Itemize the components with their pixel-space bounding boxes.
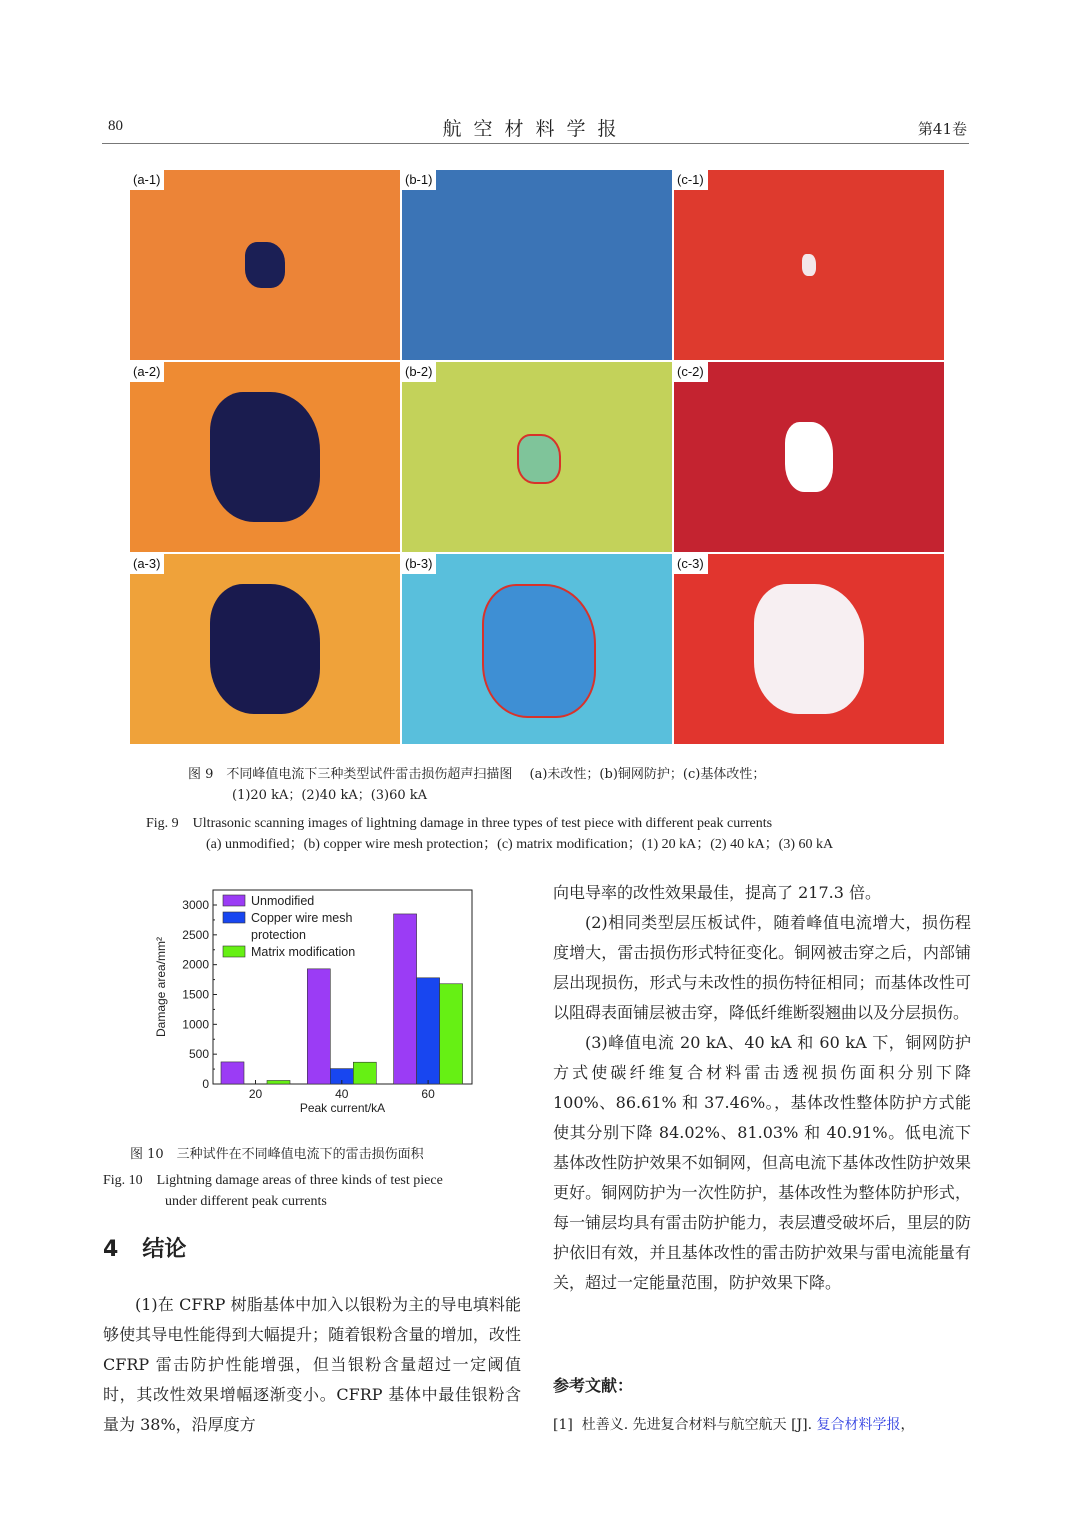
panel-label: (b-2) bbox=[402, 362, 436, 382]
ultrasonic-scan-panel bbox=[674, 362, 944, 552]
damage-region bbox=[517, 434, 561, 484]
x-axis-label: Peak current/kA bbox=[299, 1101, 386, 1115]
legend-label: Copper wire mesh bbox=[251, 911, 353, 925]
journal-title: 航空材料学报 bbox=[442, 118, 629, 140]
reference-index: [1] bbox=[553, 1417, 573, 1433]
figure-9-caption-en-line2: (a) unmodified；(b) copper wire mesh protection；(c) matrix modification；(1) 20 kA；(2) 40 kA；(3) 60 kA bbox=[206, 837, 834, 852]
reference-text: 杜善义. 先进复合材料与航空航天 [J]. bbox=[581, 1417, 817, 1433]
panel-label: (a-3) bbox=[130, 554, 164, 574]
conclusion-paragraph-1-continued: 向电导率的改性效果最佳，提高了 217.3 倍。 bbox=[553, 883, 881, 902]
ultrasonic-scan-panel bbox=[130, 170, 400, 360]
ultrasonic-scan-panel bbox=[130, 362, 400, 552]
figure-10-caption-en-line2: under different peak currents bbox=[165, 1194, 327, 1209]
conclusion-paragraph-3: (3)峰值电流 20 kA、40 kA 和 60 kA 下，铜网防护方式使碳纤维复合材料雷击透视损伤面积分别下降 100%、86.61% 和 37.46%。，基体改性整体防护方式能使其分别下降 84.02%、81.03% 和 40.91%。低电流下基体改性防护效果不如铜网，但高电流下基体改性防护效果更好。铜网防护为一次性防护，基体改性为整体防护形式，每一铺层均具有雷击防护能力，表层遭受破坏后，里层的防护依旧有效，并且基体改性的雷击防护效果与雷电流能量有关，超过一定能量范围，防护效果下降。 bbox=[553, 1033, 971, 1292]
ultrasonic-scan-panel bbox=[402, 554, 672, 744]
volume-label: 第41卷 bbox=[917, 120, 967, 138]
x-tick-label: 60 bbox=[421, 1087, 435, 1101]
figure-9-caption-en-line1: Fig. 9 Ultrasonic scanning images of lightning damage in three types of test piece with different peak currents bbox=[146, 816, 773, 831]
damage-region bbox=[482, 584, 596, 718]
x-tick-label: 20 bbox=[248, 1087, 263, 1101]
right-column bbox=[553, 878, 971, 1298]
reference-item bbox=[553, 1414, 973, 1434]
section-title: 结论 bbox=[142, 1237, 187, 1262]
damage-region bbox=[754, 584, 864, 714]
figure-10-caption-cn: 图 10 三种试件在不同峰值电流下的雷击损伤面积 bbox=[130, 1147, 424, 1162]
y-tick-label: 2500 bbox=[182, 927, 209, 942]
damage-region bbox=[210, 584, 320, 714]
y-tick-label: 1500 bbox=[182, 987, 209, 1002]
figure-10-caption-en-line1: Fig. 10 Lightning damage areas of three kinds of test piece bbox=[103, 1173, 443, 1188]
ultrasonic-scan-panel bbox=[674, 170, 944, 360]
y-tick-label: 1000 bbox=[182, 1017, 209, 1032]
damage-region bbox=[802, 254, 816, 276]
figure-9-caption-cn bbox=[188, 764, 968, 806]
y-axis-label: Damage area/mm² bbox=[154, 936, 168, 1038]
bar-matrix-modification bbox=[353, 1062, 376, 1084]
figure-10-caption-en bbox=[103, 1170, 523, 1212]
ultrasonic-scan-panel bbox=[402, 170, 672, 360]
references-heading: 参考文献： bbox=[553, 1376, 634, 1395]
figure-10-bar-chart bbox=[145, 885, 485, 1125]
figure-9-caption-cn-line1: 图 9 不同峰值电流下三种类型试件雷击损伤超声扫描图 (a)未改性；(b)铜网防护；(c)基体改性； bbox=[188, 767, 766, 782]
bar-copper-wire-mesh-protection bbox=[417, 978, 440, 1084]
panel-label: (a-2) bbox=[130, 362, 164, 382]
bar-matrix-modification bbox=[440, 984, 463, 1084]
reference-tail: ， bbox=[900, 1417, 915, 1433]
ultrasonic-scan-panel bbox=[674, 554, 944, 744]
y-tick-label: 0 bbox=[202, 1077, 209, 1091]
section-heading bbox=[103, 1232, 186, 1263]
figure-9-caption-en bbox=[146, 813, 966, 855]
damage-region bbox=[785, 422, 833, 492]
ultrasonic-scan-panel bbox=[402, 362, 672, 552]
damage-region bbox=[210, 392, 320, 522]
x-tick-label: 40 bbox=[335, 1087, 349, 1101]
panel-label: (b-1) bbox=[402, 170, 436, 190]
y-tick-label: 2000 bbox=[182, 957, 209, 972]
bar-matrix-modification bbox=[267, 1080, 290, 1084]
legend-swatch bbox=[223, 895, 245, 906]
legend-label: Unmodified bbox=[251, 894, 315, 908]
header-rule bbox=[102, 143, 969, 144]
figure-9-grid bbox=[130, 170, 942, 745]
legend-swatch bbox=[223, 946, 245, 957]
panel-label: (b-3) bbox=[402, 554, 436, 574]
figure-9-caption-cn-line2: (1)20 kA；(2)40 kA；(3)60 kA bbox=[232, 788, 428, 803]
ultrasonic-scan-panel bbox=[130, 554, 400, 744]
conclusion-paragraph-1: (1)在 CFRP 树脂基体中加入以银粉为主的导电填料能够使其导电性能得到大幅提升；随着银粉含量的增加，改性 CFRP 雷击防护性能增强，但当银粉含量超过一定阈值时，其改性效果增幅逐渐变小。CFRP 基体中最佳银粉含量为 38%，沿厚度方 bbox=[103, 1295, 521, 1434]
section-number: 4 bbox=[103, 1237, 119, 1262]
damage-region bbox=[245, 242, 285, 288]
conclusion-paragraph-2: (2)相同类型层压板试件，随着峰值电流增大，损伤程度增大，雷击损伤形式特征变化。铜网被击穿之后，内部铺层出现损伤，形式与未改性的损伤特征相同；而基体改性可以阻碍表面铺层被击穿，降低纤维断裂翘曲以及分层损伤。 bbox=[553, 913, 971, 1022]
y-tick-label: 3000 bbox=[182, 898, 209, 912]
panel-label: (c-3) bbox=[674, 554, 708, 574]
bar-unmodified bbox=[307, 969, 330, 1084]
panel-label: (c-2) bbox=[674, 362, 708, 382]
bar-unmodified bbox=[394, 914, 417, 1084]
panel-label: (a-1) bbox=[130, 170, 164, 190]
y-tick-label: 500 bbox=[188, 1047, 209, 1062]
legend-label: Matrix modification bbox=[251, 945, 356, 959]
page-number: 80 bbox=[108, 118, 123, 134]
legend-swatch bbox=[223, 912, 245, 923]
legend-label: protection bbox=[251, 928, 306, 942]
panel-label: (c-1) bbox=[674, 170, 708, 190]
reference-journal-link[interactable]: 复合材料学报 bbox=[816, 1417, 901, 1433]
bar-unmodified bbox=[221, 1062, 244, 1084]
